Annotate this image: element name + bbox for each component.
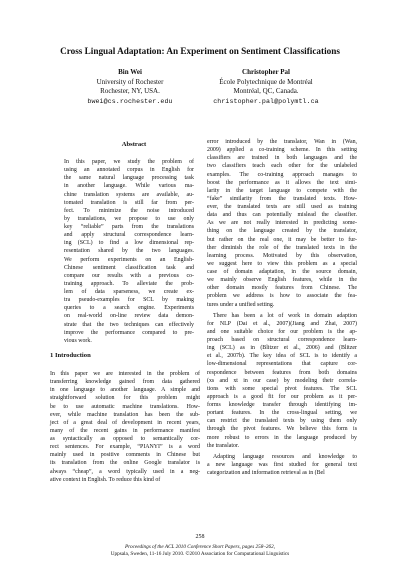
text-line: et al., 2007b). The key idea of SCL is to identify a — [207, 353, 357, 360]
text-line: transferring knowledge gained from data gathered — [50, 379, 200, 386]
page-number: 258 — [195, 534, 205, 540]
text-line: the translator. — [207, 442, 240, 449]
text-line: compare our results with a previous co- — [64, 272, 194, 279]
text-line: In this paper, we study the problem of — [64, 159, 194, 165]
text-line: tra pseudo-examples for SCL by making — [64, 297, 194, 304]
text-line: thing on the language created by the translator, — [207, 228, 357, 235]
text-line: the same natural language processing task — [64, 175, 194, 182]
proceedings-line: Proceedings of the ACL 2010 Conference Short Papers, pages 258–262, — [125, 544, 275, 550]
text-line: always “cheap”, a word typically used in a neg- — [50, 468, 200, 475]
abstract-heading: Abstract — [121, 141, 147, 148]
text-line: We perform experiments on an English- — [64, 256, 194, 263]
text-line: we suggest here to view this problem as a special — [207, 260, 357, 267]
text-line: approach is a good fit for our problem as it per- — [207, 393, 357, 400]
text-line: more robust to errors in the language produced by — [207, 434, 357, 441]
right-column-body — [207, 138, 357, 477]
author-email[interactable]: bwei@cs.rochester.edu — [87, 97, 173, 105]
text-line: a new language was first studied for general text — [207, 461, 357, 468]
paragraph — [207, 312, 357, 450]
text-line: vious work. — [64, 337, 92, 344]
text-line: data and thus can potentially mislead the classifier. — [207, 212, 357, 219]
text-line: be to use automatic machine translations. How- — [50, 403, 200, 410]
text-line: we mainly observe English features, while in the — [207, 277, 357, 284]
text-line: by translations, we propose to use only — [64, 215, 194, 222]
text-line: respondence between features from both domains — [207, 369, 357, 376]
text-line: tures under a unified setting. — [207, 301, 275, 308]
text-line: learning process. Motivated by this observation, — [207, 252, 357, 259]
text-line: two classifiers teach each other for the unlabeled — [207, 163, 357, 170]
text-line: and apply structural correspondence learn- — [64, 232, 194, 239]
text-line: many of the recent gains in performance manifest — [50, 427, 200, 434]
text-line: ther diminish the role of the translated texts in the — [207, 244, 357, 251]
text-line: rect sentences. For example, “PIANYI” is a word — [50, 444, 200, 451]
text-line: key “reliable” parts from the translations — [64, 224, 194, 230]
text-line: Adapting language resources and knowledge to — [213, 453, 357, 460]
text-line: categorization and information retrieval as in (Bel — [207, 470, 325, 476]
text-line: 2009) applied a co-training scheme. In this setting — [207, 147, 357, 154]
text-line: classifiers are trained in both languages and the — [207, 155, 357, 162]
text-line: queries to a search engine. Experiments — [64, 305, 194, 312]
introduction-body — [50, 370, 200, 484]
copyright-line: Uppsala, Sweden, 11-16 July 2010. ©2010 Association for Computational Linguistics — [110, 551, 290, 557]
author-affiliation: École Polytechnique de Montréal — [219, 77, 313, 86]
text-line: ative context in English. To reduce this kind of — [50, 476, 161, 483]
text-line: error introduced by the translator, Wan in (Wan, — [207, 139, 357, 145]
text-line: training approach. To alleviate the prob- — [64, 280, 194, 287]
text-line: low-dimensional representations that capture cor- — [207, 361, 357, 368]
text-line: straightforward solution for this problem might — [50, 395, 200, 402]
text-line: As we are not really interested in predicting some- — [207, 220, 357, 227]
text-line: resentation shared by the two languages. — [64, 248, 194, 255]
text-line: ever, the translated texts are still used as training — [207, 204, 357, 210]
text-line: mainly used in positive comments in Chinese but — [50, 452, 200, 459]
text-line: There has been a lot of work in domain adaption — [213, 312, 357, 319]
abstract-body — [64, 158, 194, 345]
text-line: “fake” similarity from the translated texts. How- — [207, 195, 357, 202]
author-address: Montréal, QC, Canada. — [233, 87, 299, 96]
text-line: fect. To minimize the noise introduced — [64, 207, 194, 214]
abstract-heading-wrap — [70, 140, 198, 149]
text-line: ing (SCL) to find a low dimensional rep- — [64, 240, 194, 247]
text-line: Chinese sentiment classification task and — [64, 264, 194, 271]
text-line: for NLP (Dai et al., 2007)(Jiang and Zhai, 2007) — [207, 320, 357, 327]
text-line: can restrict the translated texts by using them only — [207, 418, 357, 425]
author-name: Bin Wei — [118, 68, 142, 76]
text-line: but rather on the real one, it may be better to fur- — [207, 236, 357, 243]
author-email[interactable]: christopher.pal@polymtl.ca — [213, 97, 319, 105]
author-name: Christopher Pal — [242, 68, 290, 76]
text-line: tomated translation is still far from per- — [64, 199, 194, 206]
text-line: ever, while machine translation has been the sub- — [50, 411, 200, 418]
text-line: proach based on structural correspondence learn- — [207, 337, 357, 343]
section-heading: 1 Introduction — [50, 352, 91, 359]
text-line: strate that the two techniques can effectively — [64, 321, 194, 328]
text-line: tions with some special pivot features. The SCL — [207, 385, 357, 392]
text-line: using an annotated corpus in English for — [64, 167, 194, 174]
text-line: boost the performance as it allows the text simi- — [207, 179, 357, 186]
author-address: Rochester, NY, USA. — [100, 87, 160, 96]
text-line: ject of a great deal of development in recent years, — [50, 419, 200, 426]
paragraph — [207, 138, 357, 309]
text-line: In this paper we are interested in the problem of — [50, 371, 200, 377]
author-block-1 — [60, 68, 200, 106]
author-block-2 — [196, 68, 336, 106]
text-line: as syntactically as opposed to semantically cor- — [50, 436, 200, 442]
text-line: other domain mostly features from Chinese. The — [207, 285, 357, 292]
paragraph — [207, 453, 357, 477]
text-line: ing (SCL) as in (Blitzer et al., 2006) and (Blitzer — [207, 345, 357, 352]
section-heading-wrap — [50, 351, 200, 360]
text-line: and one suitable choice for our problem is the ap- — [207, 328, 357, 335]
text-line: chine translation systems are available, au- — [64, 191, 194, 198]
text-line: in one language to another language. A simple and — [50, 387, 200, 394]
text-line: in another language. While various ma- — [64, 183, 194, 190]
text-line: through the pivot features. We believe this form is — [207, 426, 357, 433]
paper-title: Cross Lingual Adaptation: An Experiment on Sentiment Classifications — [60, 46, 340, 56]
text-line: (xs and xt in our case) by modeling their correla- — [207, 377, 357, 384]
text-line: improve the performance compared to pre- — [64, 329, 194, 336]
text-line: its translation from the online Google translator is — [50, 460, 200, 467]
text-line: portant features. In the cross-lingual setting, we — [207, 410, 357, 417]
author-affiliation: University of Rochester — [96, 77, 164, 86]
text-line: on real-world on-line review data demon- — [64, 313, 194, 320]
text-line: lem of data sparseness, we create ex- — [64, 289, 194, 295]
text-line: case of domain adaptation, in the source domain, — [207, 269, 357, 275]
text-line: problem we address is how to associate the fea- — [207, 293, 357, 300]
text-line: examples. The co-training approach manages to — [207, 171, 357, 178]
text-line: forms knowledge transfer through identifying im- — [207, 402, 357, 408]
text-line: larity in the target language to compete with the — [207, 187, 357, 194]
